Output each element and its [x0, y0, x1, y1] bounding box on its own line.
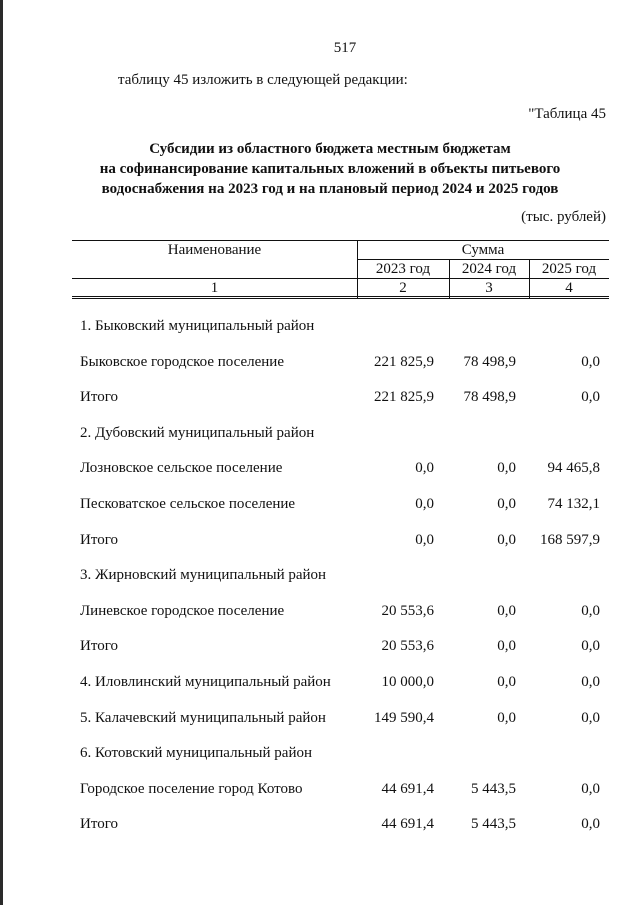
- row-value-2025: 0,0: [581, 602, 600, 619]
- header-year-2025: 2025 год: [541, 261, 597, 277]
- row-name: Итого: [80, 389, 118, 406]
- table-row: [0, 346, 640, 382]
- row-value-2023: 149 590,4: [374, 709, 434, 726]
- row-name: Быковское городское поселение: [80, 353, 284, 370]
- row-name: 6. Котовский муниципальный район: [80, 745, 313, 762]
- table-row: [0, 595, 640, 631]
- row-value-2025: 0,0: [581, 816, 600, 833]
- row-value-2024: 5 443,5: [471, 816, 516, 833]
- row-value-2024: 0,0: [497, 495, 516, 512]
- row-value-2024: 0,0: [497, 709, 516, 726]
- row-value-2023: 44 691,4: [381, 816, 434, 833]
- table-row: [0, 737, 640, 773]
- header-col-num-2: 2: [399, 280, 407, 296]
- table-row: [0, 452, 640, 488]
- intro-text: таблицу 45 изложить в следующей редакции:: [118, 72, 408, 88]
- table-row: [0, 808, 640, 844]
- row-value-2023: 0,0: [415, 531, 434, 548]
- row-name: 5. Калачевский муниципальный район: [80, 709, 326, 726]
- title-line-2: на софинансирование капитальных вложений в объекты питьевого: [99, 161, 561, 177]
- row-value-2023: 10 000,0: [381, 673, 434, 690]
- row-value-2024: 0,0: [497, 531, 516, 548]
- row-value-2025: 0,0: [581, 780, 600, 797]
- table-header: [72, 240, 609, 298]
- header-rule-sum: [357, 259, 609, 260]
- row-name: Итого: [80, 816, 118, 833]
- table-row: [0, 417, 640, 453]
- table-row: [0, 702, 640, 738]
- row-value-2024: 78 498,9: [463, 389, 516, 406]
- row-value-2024: 0,0: [497, 602, 516, 619]
- header-col-num-3: 3: [485, 280, 493, 296]
- row-value-2023: 221 825,9: [374, 353, 434, 370]
- row-name: Лозновское сельское поселение: [80, 460, 283, 477]
- row-value-2025: 0,0: [581, 673, 600, 690]
- units-label: (тыс. рублей): [521, 209, 606, 225]
- header-sum: Сумма: [461, 242, 505, 258]
- row-value-2023: 221 825,9: [374, 389, 434, 406]
- page-number: 517: [333, 40, 357, 56]
- row-name: 1. Быковский муниципальный район: [80, 318, 315, 334]
- row-name: Итого: [80, 638, 118, 655]
- header-year-2023: 2023 год: [375, 261, 431, 277]
- table-row: [0, 488, 640, 524]
- row-value-2025: 94 465,8: [547, 460, 600, 477]
- title-line-1: Субсидии из областного бюджета местным бюджетам: [149, 141, 511, 157]
- table-row: [0, 310, 640, 346]
- table-body: [0, 310, 640, 844]
- row-value-2024: 0,0: [497, 460, 516, 477]
- row-value-2025: 0,0: [581, 638, 600, 655]
- header-rule-top: [72, 240, 609, 241]
- row-value-2025: 74 132,1: [547, 495, 600, 512]
- header-name: Наименование: [167, 242, 262, 258]
- header-rule-bottom-2: [72, 298, 609, 299]
- table-label: "Таблица 45: [528, 106, 606, 122]
- row-value-2024: 0,0: [497, 673, 516, 690]
- row-value-2024: 5 443,5: [471, 780, 516, 797]
- row-value-2023: 0,0: [415, 495, 434, 512]
- row-value-2025: 0,0: [581, 709, 600, 726]
- table-row: [0, 381, 640, 417]
- table-row: [0, 559, 640, 595]
- row-value-2023: 20 553,6: [381, 638, 434, 655]
- table-row: [0, 773, 640, 809]
- header-col-num-1: 1: [210, 280, 219, 296]
- header-col-num-4: 4: [565, 280, 573, 296]
- table-title: [80, 139, 580, 199]
- row-name: Линевское городское поселение: [80, 602, 285, 619]
- row-name: Итого: [80, 531, 118, 548]
- title-line-3: водоснабжения на 2023 год и на плановый период 2024 и 2025 годов: [101, 181, 559, 197]
- row-name: Городское поселение город Котово: [80, 780, 303, 797]
- row-value-2025: 0,0: [581, 389, 600, 406]
- row-name: Песковатское сельское поселение: [80, 495, 296, 512]
- row-name: 4. Иловлинский муниципальный район: [80, 673, 331, 690]
- row-value-2023: 44 691,4: [381, 780, 434, 797]
- row-value-2025: 0,0: [581, 353, 600, 370]
- table-row: [0, 630, 640, 666]
- table-row: [0, 524, 640, 560]
- row-value-2023: 0,0: [415, 460, 434, 477]
- row-value-2025: 168 597,9: [540, 531, 600, 548]
- header-year-2024: 2024 год: [461, 261, 517, 277]
- row-name: 2. Дубовский муниципальный район: [80, 424, 315, 441]
- row-value-2023: 20 553,6: [381, 602, 434, 619]
- row-name: 3. Жирновский муниципальный район: [80, 567, 327, 584]
- row-value-2024: 78 498,9: [463, 353, 516, 370]
- table-row: [0, 666, 640, 702]
- row-value-2024: 0,0: [497, 638, 516, 655]
